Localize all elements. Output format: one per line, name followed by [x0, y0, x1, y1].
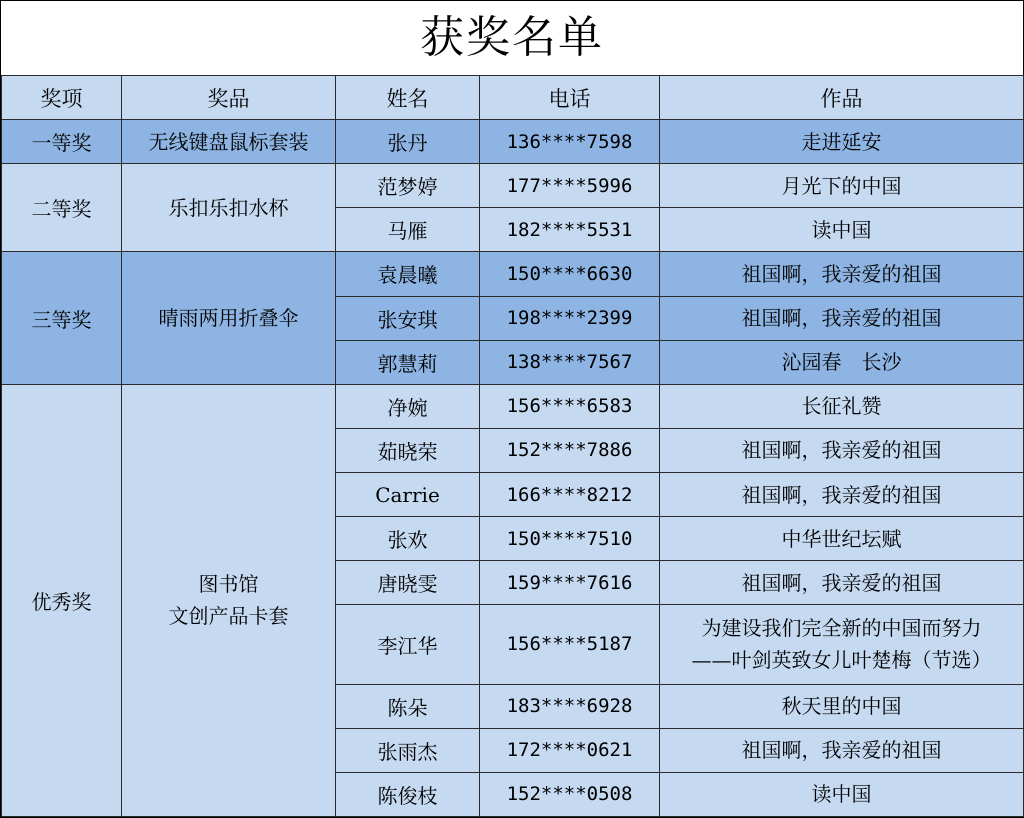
table-row — [2, 384, 1024, 428]
work-title-line: 长征礼赞 — [801, 394, 882, 419]
prize-cell — [122, 164, 336, 252]
winner-name-cell: Carrie — [336, 473, 480, 517]
work-title-cell — [660, 296, 1024, 340]
work-title-line: 月光下的中国 — [781, 173, 902, 198]
work-title-cell — [660, 252, 1024, 296]
work-title-cell — [660, 561, 1024, 605]
phone-cell: 136****7598 — [480, 120, 660, 164]
winner-name-cell: 张欢 — [336, 517, 480, 561]
work-title-cell — [660, 605, 1024, 684]
phone-cell: 182****5531 — [480, 208, 660, 252]
work-title-line: 秋天里的中国 — [781, 694, 902, 719]
header-row — [2, 76, 1024, 120]
header-work: 作品 — [660, 76, 1024, 120]
header-phone: 电话 — [480, 76, 660, 120]
work-title-line: 祖国啊，我亲爱的祖国 — [741, 482, 942, 507]
phone-cell: 177****5996 — [480, 164, 660, 208]
phone-cell: 198****2399 — [480, 296, 660, 340]
phone-cell: 152****0508 — [480, 772, 660, 816]
prize-line: 晴雨两用折叠伞 — [158, 306, 299, 331]
prize-cell — [122, 252, 336, 384]
header-prize: 奖品 — [122, 76, 336, 120]
work-title-cell — [660, 728, 1024, 772]
award-table — [1, 75, 1024, 817]
winner-name-cell: 张雨杰 — [336, 728, 480, 772]
winner-name-cell: 袁晨曦 — [336, 252, 480, 296]
work-title-line: 祖国啊，我亲爱的祖国 — [741, 438, 942, 463]
work-title-line: 沁园春 长沙 — [781, 350, 902, 375]
award-level-cell: 优秀奖 — [2, 384, 122, 816]
work-title-line: 读中国 — [811, 782, 872, 807]
work-title-line: 走进延安 — [801, 129, 882, 154]
prize-line: 无线键盘鼠标套装 — [148, 129, 309, 154]
phone-cell: 152****7886 — [480, 428, 660, 472]
prize-line: 乐扣乐扣水杯 — [168, 195, 289, 220]
phone-cell: 138****7567 — [480, 340, 660, 384]
phone-cell: 150****7510 — [480, 517, 660, 561]
work-title-cell — [660, 208, 1024, 252]
winner-name-cell: 茹晓荣 — [336, 428, 480, 472]
work-title-line: 祖国啊，我亲爱的祖国 — [741, 261, 942, 286]
phone-cell: 156****5187 — [480, 605, 660, 684]
prize-line: 文创产品卡套 — [168, 604, 289, 629]
header-award: 奖项 — [2, 76, 122, 120]
winner-name-cell: 净婉 — [336, 384, 480, 428]
work-title-cell — [660, 772, 1024, 816]
table-row — [2, 252, 1024, 296]
work-title-line: 为建设我们完全新的中国而努力 — [701, 616, 982, 641]
award-level-cell: 三等奖 — [2, 252, 122, 384]
work-title-line: 祖国啊，我亲爱的祖国 — [741, 306, 942, 331]
work-title-line: 祖国啊，我亲爱的祖国 — [741, 570, 942, 595]
work-title-line: 中华世纪坛赋 — [781, 526, 902, 551]
award-level-cell: 一等奖 — [2, 120, 122, 164]
phone-cell: 156****6583 — [480, 384, 660, 428]
award-level-cell: 二等奖 — [2, 164, 122, 252]
work-title-cell — [660, 428, 1024, 472]
winner-name-cell: 李江华 — [336, 605, 480, 684]
phone-cell: 159****7616 — [480, 561, 660, 605]
work-title-cell — [660, 517, 1024, 561]
winner-name-cell: 张丹 — [336, 120, 480, 164]
award-table-body — [2, 120, 1024, 817]
header-name: 姓名 — [336, 76, 480, 120]
winner-name-cell: 陈朵 — [336, 684, 480, 728]
work-title-cell — [660, 684, 1024, 728]
phone-cell: 183****6928 — [480, 684, 660, 728]
phone-cell: 172****0621 — [480, 728, 660, 772]
work-title-cell — [660, 120, 1024, 164]
prize-cell — [122, 120, 336, 164]
winner-name-cell: 马雁 — [336, 208, 480, 252]
phone-cell: 166****8212 — [480, 473, 660, 517]
work-title-cell — [660, 473, 1024, 517]
winner-name-cell: 唐晓雯 — [336, 561, 480, 605]
work-title-cell — [660, 164, 1024, 208]
work-title-cell — [660, 340, 1024, 384]
page-title: 获奖名单 — [420, 12, 604, 63]
prize-line: 图书馆 — [198, 572, 259, 597]
prize-cell — [122, 384, 336, 816]
work-title-line: ——叶剑英致女儿叶楚梅（节选） — [691, 648, 992, 673]
work-title-line: 祖国啊，我亲爱的祖国 — [741, 738, 942, 763]
winner-name-cell: 郭慧莉 — [336, 340, 480, 384]
table-row — [2, 120, 1024, 164]
winner-name-cell: 范梦婷 — [336, 164, 480, 208]
work-title-cell — [660, 384, 1024, 428]
table-row — [2, 164, 1024, 208]
winner-name-cell: 张安琪 — [336, 296, 480, 340]
winner-name-cell: 陈俊枝 — [336, 772, 480, 816]
work-title-line: 读中国 — [811, 217, 872, 242]
phone-cell: 150****6630 — [480, 252, 660, 296]
